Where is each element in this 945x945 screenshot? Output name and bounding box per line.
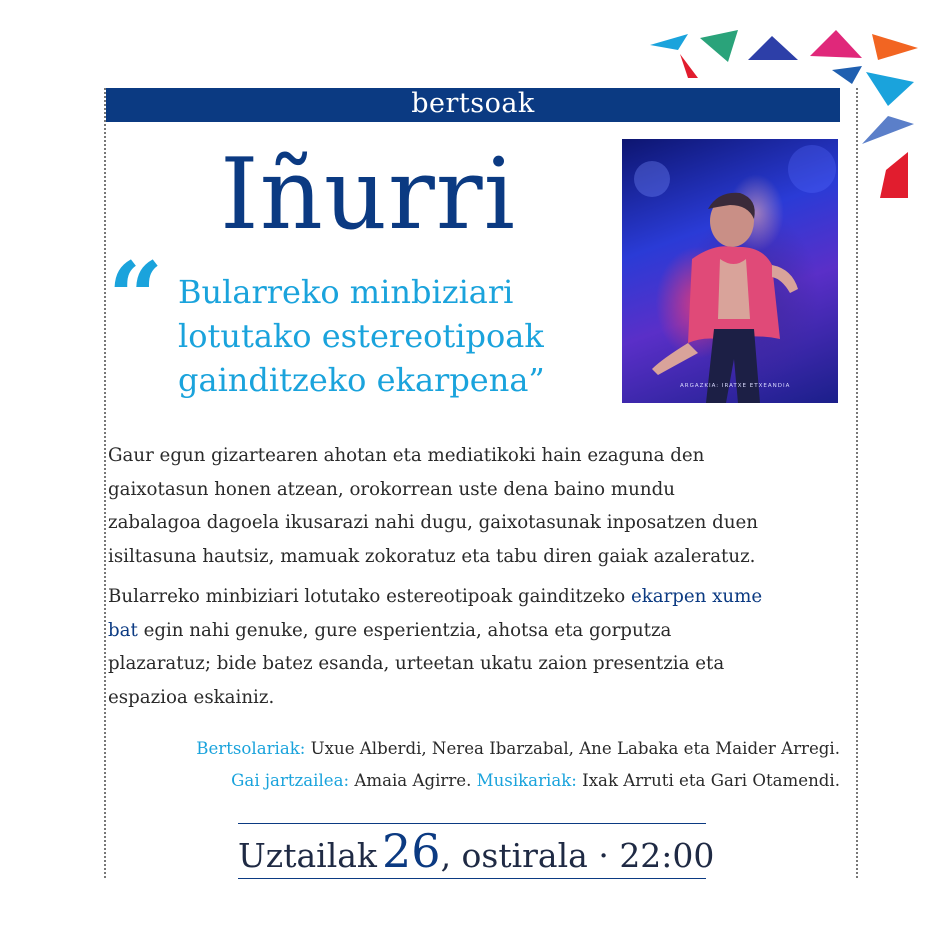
confetti-piece xyxy=(832,66,862,84)
date-weekday: , ostirala · xyxy=(440,836,620,875)
confetti-piece xyxy=(748,36,798,60)
event-title: Iñurri xyxy=(220,138,516,252)
photo-credit: ARGAZKIA: IRATXE ETXEANDIA xyxy=(680,383,791,389)
confetti-piece xyxy=(680,54,698,78)
description-paragraph-1 xyxy=(108,439,838,573)
date-time: 22:00 xyxy=(619,836,715,875)
highlight-text: ekarpen xume xyxy=(630,586,763,607)
credits xyxy=(104,733,840,797)
confetti-piece xyxy=(872,34,918,60)
text-segment: Bularreko minbiziari lotutako estereotipoak gainditzeko xyxy=(108,586,631,607)
text-line xyxy=(108,580,838,614)
confetti-piece xyxy=(700,30,738,62)
confetti-piece xyxy=(866,72,914,106)
highlight-text: bat xyxy=(108,619,138,641)
performer-silhouette xyxy=(622,139,838,403)
text-segment: egin nahi genuke, gure esperientzia, ahotsa eta gorputza xyxy=(137,619,672,641)
musikariak-label: Musikariak: xyxy=(476,771,577,790)
quote-line: lotutako estereotipoak xyxy=(178,317,544,355)
text-line: zabalagoa dagoela ikusarazi nahi dugu, gaixotasunak inposatzen duen xyxy=(108,512,759,533)
gai-jartzailea-value: Amaia Agirre. xyxy=(349,771,477,790)
text-line: isiltasuna hautsiz, mamuak zokoratuz eta tabu diren gaiak azaleratuz. xyxy=(108,545,756,567)
gai-jartzailea-label: Gai jartzailea: xyxy=(231,771,350,790)
text-line: espazioa eskainiz. xyxy=(108,686,275,708)
date-day: 26 xyxy=(382,824,441,878)
text-line xyxy=(108,614,838,648)
confetti-piece xyxy=(880,152,908,198)
date-month: Uztailak xyxy=(238,836,377,875)
description-paragraph-2 xyxy=(108,580,838,714)
quote-mark-icon: “ xyxy=(108,241,164,354)
bertsolariak-label: Bertsolariak: xyxy=(196,739,306,758)
category-bar: bertsoak xyxy=(106,88,840,122)
pull-quote xyxy=(178,270,608,402)
quote-line: Bularreko minbiziari xyxy=(178,273,514,311)
credits-row-bertsolariak xyxy=(104,733,840,765)
musikariak-value: Ixak Arruti eta Gari Otamendi. xyxy=(576,771,840,790)
quote-line: gainditzeko ekarpena” xyxy=(178,361,545,399)
confetti-piece xyxy=(810,30,862,58)
event-date xyxy=(238,823,715,879)
text-line: Gaur egun gizartearen ahotan eta mediatikoki hain ezaguna den xyxy=(108,445,705,466)
text-line: plazaratuz; bide batez esanda, urteetan ukatu zaion presentzia eta xyxy=(108,653,725,674)
right-dotted-border xyxy=(856,88,858,878)
text-line: gaixotasun honen atzean, orokorrean uste dena baino mundu xyxy=(108,478,675,500)
credits-row-gai-musikariak xyxy=(104,765,840,797)
confetti-piece xyxy=(650,34,688,50)
confetti-piece xyxy=(862,116,914,144)
performer-photo xyxy=(622,139,838,403)
bertsolariak-value: Uxue Alberdi, Nerea Ibarzabal, Ane Labaka eta Maider Arregi. xyxy=(305,739,840,758)
